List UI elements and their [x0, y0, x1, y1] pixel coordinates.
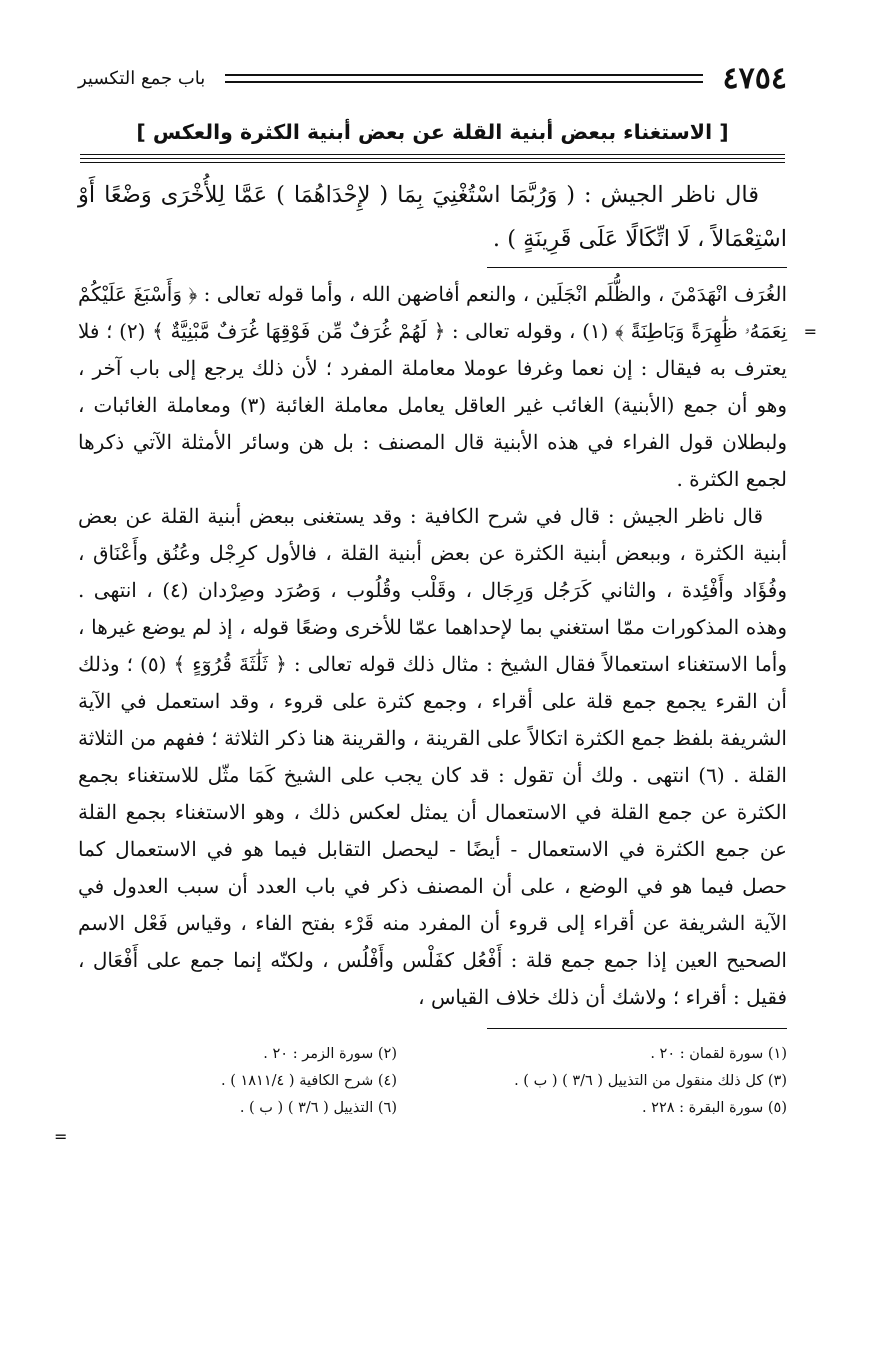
matn-text [78, 173, 787, 261]
matn-divider [487, 267, 787, 268]
footnotes [78, 1041, 787, 1122]
footnote: (١) سورة لقمان : ٢٠ . [650, 1046, 787, 1062]
matn-paragraph: قال ناظر الجيش : ( وَرُبَّمَا اسْتُغْنِيَ بِمَا ( لإِحْدَاهُمَا ) عَمَّا لِلأُخْرَى وَضْعًا أَوْ اسْتِعْمَالاً ، لَا اتِّكَالًا عَلَى قَرِينَةٍ ) . [78, 182, 787, 252]
section-rule [80, 154, 785, 163]
commentary-paragraph: الغُرَف انْهَدَمْنَ ، والظُّلَم انْجَلَين ، والنعم أفاضهن الله ، وأما قوله تعالى : ﴿ وَأَسْبَغَ عَلَيْكُمْ نِعَمَهُۥ ظَٰهِرَةً وَبَاطِنَةً ﴾ (١) ، وقوله تعالى : ﴿ لَهُمْ غُرَفٌ مِّن فَوْقِهَا غُرَفٌ مَّبْنِيَّةٌ ﴾ (٢) ؛ فلا يعترف به فيقال : إن نعما وغرفا عوملا معاملة المفرد ؛ لأن ذلك يرجع إلى باب آخر ، وهو أن جمع (الأبنية) الغائب غير العاقل يعامل معاملة الغائبة (٣) ومعاملة الغائبات ، ولبطلان قول الفراء في هذه الأبنية قال المصنف : بل هن وسائر الأمثلة الآتي ذكرها لجمع الكثرة . [78, 282, 787, 491]
footnote: (٢) سورة الزمر : ٢٠ . [263, 1046, 397, 1062]
footnote: (٦) التذييل ( ٣/٦ ) ( ب ) . [239, 1100, 397, 1116]
rule-line [80, 154, 785, 155]
section-title: [ الاستغناء ببعض أبنية القلة عن بعض أبنية الكثرة والعكس ] [136, 120, 729, 144]
footnote: (٥) سورة البقرة : ٢٢٨ . [641, 1100, 787, 1116]
header-rule [225, 74, 702, 83]
chapter-title: باب جمع التكسير [78, 67, 206, 89]
continues-mark: = [54, 1127, 68, 1146]
commentary-text [78, 276, 787, 1016]
page-header [78, 58, 787, 98]
commentary-paragraph: قال ناظر الجيش : قال في شرح الكافية : وقد يستغنى ببعض أبنية القلة عن بعض أبنية الكثرة ، وببعض أبنية الكثرة عن بعض أبنية القلة ، فالأول كرِجْل وعُنُق وأَعْنَاق ، وفُؤَاد وأَفْئِدة ، والثاني كَرَجُل وَرِجَال ، وقَلْب وقُلُوب ، وَصُرَد وصِرْدان (٤) ، انتهى . وهذه المذكورات ممّا استغني بما لإحداهما عمّا للأخرى وضعًا قوله ، إذ لم يوضع غيرها ، وأما الاستغناء استعمالاً فقال الشيخ : مثال ذلك قوله تعالى : ﴿ ثَلَٰثَةَ قُرُوٓءٍ ﴾ (٥) ؛ وذلك أن القرء يجمع جمع قلة على أقراء ، وجمع كثرة على قروء ، وقد استعمل في الآية الشريفة بلفظ جمع الكثرة اتكالاً على القرينة ، والقرينة هنا ذكر الثلاثة ؛ ففهم من الثلاثة القلة . (٦) انتهى . ولك أن تقول : قد كان يجب على الشيخ كَمَا مثّل للاستغناء بجمع الكثرة عن جمع القلة في الاستعمال أن يمثل لعكس ذلك ، وهو الاستغناء بجمع القلة عن جمع الكثرة في الاستعمال - أيضًا - ليحصل التقابل فيما هو في الاستعمال كما حصل فيما هو في الوضع ، على أن المصنف ذكر في باب العدد أن سبب العدول في الآية الشريفة عن أقراء إلى قروء أن المفرد منه قَرْء بفتح الفاء ، وقياس فَعْل الاسم الصحيح العين إذا جمع جمع قلة : أَفْعُل كفَلْس وأَفْلُس ، ولكنّه إنما جمع على أَفْعَال ، فقيل : أقراء ؛ ولاشك أن ذلك خلاف القياس ، [78, 504, 788, 1009]
footnote: (٣) كل ذلك منقول من التذييل ( ٣/٦ ) ( ب ) . [514, 1073, 787, 1089]
footnote: (٤) شرح الكافية ( ١٨١١/٤ ) . [221, 1073, 397, 1089]
rule-line [80, 162, 785, 163]
continued-from-mark: = [803, 322, 817, 341]
rule-line [80, 158, 785, 159]
footnote-divider [487, 1028, 787, 1029]
page-number: ٤٧٥٤ [722, 60, 787, 96]
